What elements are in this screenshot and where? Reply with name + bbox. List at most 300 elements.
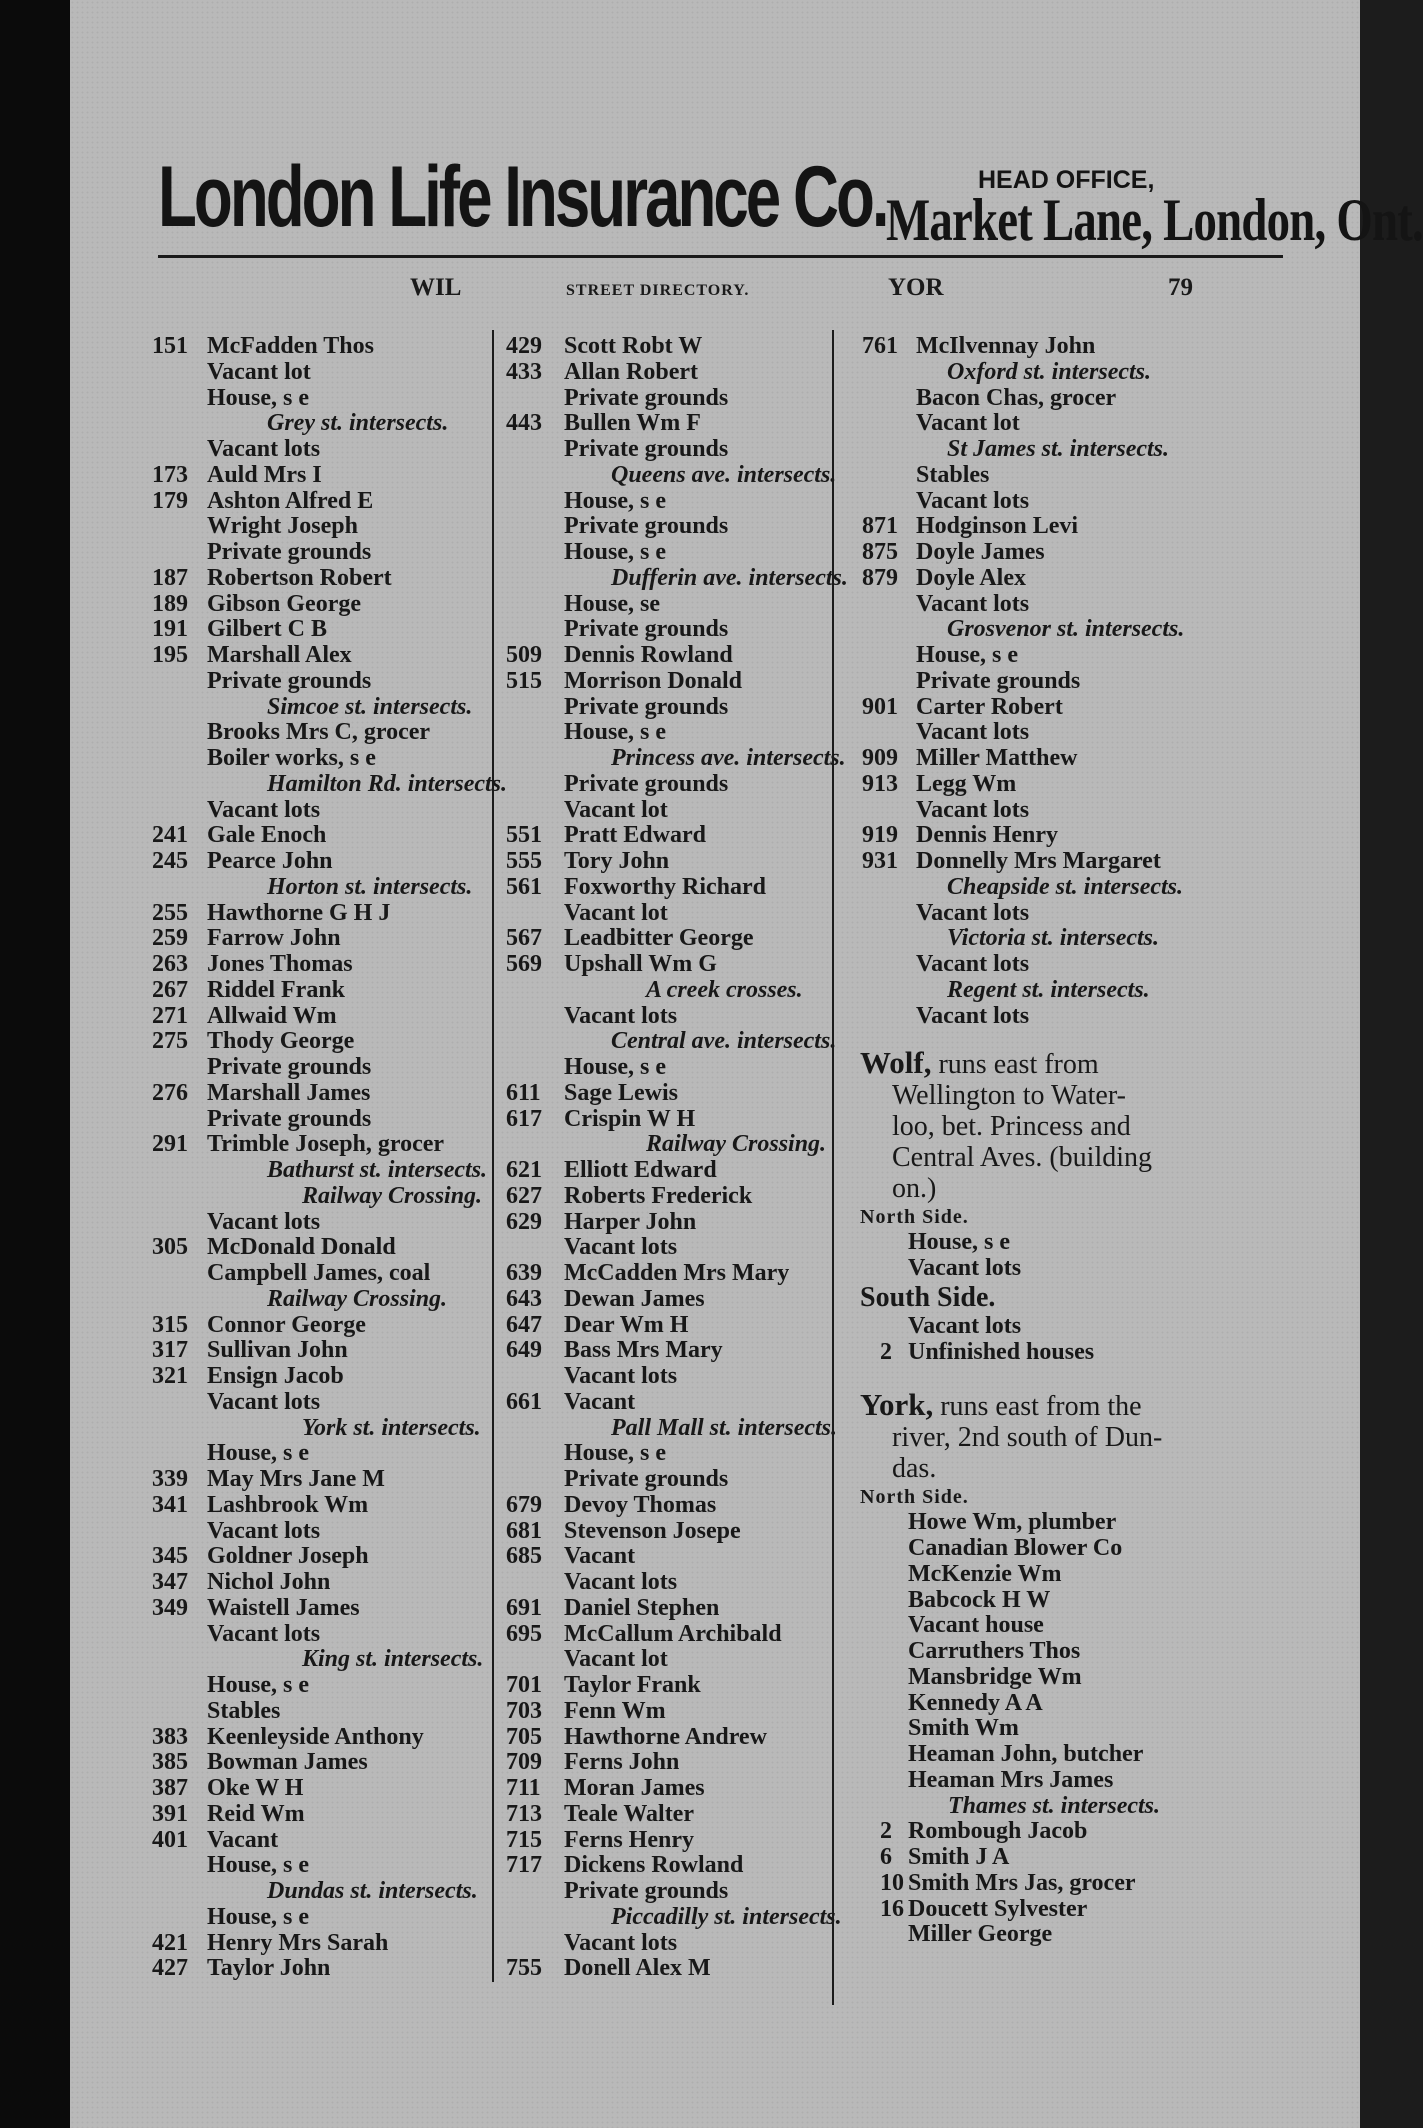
street-intersection-note bbox=[152, 1184, 492, 1210]
directory-entry bbox=[506, 875, 832, 901]
intersection-text: Cheapside st. intersects. bbox=[947, 873, 1184, 900]
directory-entry bbox=[506, 772, 832, 798]
street-intersection-note bbox=[506, 1028, 837, 1055]
directory-entry bbox=[862, 823, 1282, 849]
directory-entry bbox=[862, 386, 1282, 412]
house-number: 913 bbox=[862, 770, 898, 797]
occupant-name: Private grounds bbox=[564, 1466, 729, 1492]
street-intersection-note bbox=[862, 875, 1282, 901]
occupant-name: Vacant lots bbox=[908, 1255, 1022, 1281]
occupant-name: Private grounds bbox=[564, 693, 729, 720]
intersection-text: A creek crosses. bbox=[646, 976, 803, 1003]
occupant-name: Vacant lot bbox=[564, 899, 668, 926]
occupant-name: Vacant lots bbox=[207, 1517, 321, 1544]
occupant-name: Boiler works, s e bbox=[207, 745, 376, 771]
occupant-name: Marshall Alex bbox=[207, 642, 352, 668]
directory-entry bbox=[152, 1905, 492, 1931]
occupant-name: Pearce John bbox=[207, 848, 333, 874]
occupant-name: Bass Mrs Mary bbox=[564, 1337, 723, 1364]
occupant-name: Teale Walter bbox=[564, 1800, 694, 1827]
directory-entry bbox=[860, 1588, 1282, 1614]
occupant-name: Devoy Thomas bbox=[564, 1491, 717, 1518]
occupant-name: Smith J A bbox=[908, 1844, 1010, 1870]
directory-entry bbox=[862, 1004, 1282, 1030]
occupant-name: Ferns John bbox=[564, 1749, 680, 1776]
occupant-name: Smith Wm bbox=[908, 1715, 1019, 1742]
occupant-name: Nichol John bbox=[207, 1569, 331, 1595]
house-number: 717 bbox=[506, 1852, 542, 1879]
occupant-name: Dennis Henry bbox=[916, 822, 1059, 849]
street-intersection-note bbox=[152, 695, 492, 721]
directory-entry bbox=[506, 1647, 832, 1673]
house-number: 703 bbox=[506, 1697, 542, 1724]
directory-entry bbox=[152, 1364, 492, 1390]
directory-entry bbox=[152, 1750, 492, 1776]
intersection-text: Bathurst st. intersects. bbox=[267, 1157, 488, 1183]
directory-entry bbox=[506, 952, 832, 978]
directory-entry bbox=[862, 514, 1282, 540]
occupant-name: Legg Wm bbox=[916, 770, 1017, 797]
occupant-name: Unfinished houses bbox=[908, 1338, 1095, 1365]
directory-entry bbox=[506, 1776, 832, 1802]
street-description-text: runs east from bbox=[938, 1049, 1099, 1081]
directory-entry bbox=[152, 1622, 492, 1648]
occupant-name: Allan Robert bbox=[564, 358, 698, 385]
directory-entry bbox=[152, 1313, 492, 1339]
directory-entry bbox=[152, 952, 492, 978]
directory-entry bbox=[506, 1390, 832, 1416]
house-number: 387 bbox=[152, 1775, 188, 1801]
directory-entry bbox=[862, 489, 1282, 515]
directory-entry bbox=[152, 1519, 492, 1545]
occupant-name: Morrison Donald bbox=[564, 667, 743, 694]
occupant-name: Thody George bbox=[207, 1028, 355, 1055]
intersection-text: Horton st. intersects. bbox=[267, 873, 473, 900]
directory-entry bbox=[152, 566, 492, 592]
occupant-name: Donell Alex M bbox=[564, 1955, 711, 1982]
occupant-name: Private grounds bbox=[564, 513, 729, 540]
occupant-name: House, s e bbox=[564, 1440, 666, 1467]
house-number: 679 bbox=[506, 1491, 542, 1518]
occupant-name: Vacant lot bbox=[564, 1646, 668, 1673]
house-number: 685 bbox=[506, 1543, 542, 1570]
house-number: 179 bbox=[152, 487, 188, 514]
directory-entry bbox=[860, 1742, 1282, 1768]
house-number: 195 bbox=[152, 642, 188, 668]
directory-entry bbox=[860, 1562, 1282, 1588]
house-number: 317 bbox=[152, 1337, 188, 1364]
directory-entry bbox=[506, 1287, 832, 1313]
directory-entry bbox=[862, 798, 1282, 824]
occupant-name: Carter Robert bbox=[916, 693, 1063, 720]
street-description-line: on.) bbox=[892, 1173, 937, 1205]
occupant-name: Jones Thomas bbox=[207, 951, 353, 977]
directory-entry bbox=[506, 1313, 832, 1339]
occupant-name: Bullen Wm F bbox=[564, 410, 701, 437]
directory-entry bbox=[506, 1338, 832, 1364]
directory-entry bbox=[152, 386, 492, 412]
directory-entry bbox=[152, 1210, 492, 1236]
house-number: 241 bbox=[152, 822, 188, 849]
house-number: 755 bbox=[506, 1955, 542, 1982]
occupant-name: Dennis Rowland bbox=[564, 642, 733, 668]
occupant-name: Vacant lots bbox=[916, 951, 1030, 977]
occupant-name: Taylor Frank bbox=[564, 1672, 701, 1698]
house-number: 255 bbox=[152, 899, 188, 926]
directory-entry bbox=[152, 643, 492, 669]
street-intersection-note bbox=[506, 1903, 842, 1931]
directory-entry bbox=[860, 1639, 1282, 1665]
directory-entry bbox=[506, 643, 832, 669]
directory-entry bbox=[152, 540, 492, 566]
street-description-line bbox=[860, 1389, 1282, 1422]
occupant-name: Campbell James, coal bbox=[207, 1260, 431, 1286]
directory-entry bbox=[506, 592, 832, 618]
house-number: 259 bbox=[152, 925, 188, 952]
directory-entry bbox=[152, 1004, 492, 1030]
column-3 bbox=[862, 334, 1282, 1948]
occupant-name: Brooks Mrs C, grocer bbox=[207, 719, 431, 746]
occupant-name: Hodginson Levi bbox=[916, 513, 1079, 540]
occupant-name: Vacant lots bbox=[908, 1312, 1022, 1339]
directory-entry bbox=[152, 360, 492, 386]
house-number: 567 bbox=[506, 925, 542, 952]
occupant-name: Keenleyside Anthony bbox=[207, 1723, 424, 1750]
street-intersection-note bbox=[152, 411, 492, 437]
house-number: 383 bbox=[152, 1723, 188, 1750]
occupant-name: Vacant lots bbox=[916, 487, 1030, 514]
occupant-name: Ferns Henry bbox=[564, 1826, 694, 1853]
street-intersection-note bbox=[506, 1414, 838, 1442]
directory-entry bbox=[860, 1819, 1282, 1845]
occupant-name: Stevenson Josepe bbox=[564, 1517, 741, 1544]
directory-entry bbox=[152, 1261, 492, 1287]
street-intersection-note bbox=[152, 770, 508, 798]
directory-entry bbox=[152, 1956, 492, 1982]
house-number: 715 bbox=[506, 1826, 542, 1853]
street-intersection-note bbox=[152, 1416, 492, 1442]
occupant-name: House, s e bbox=[564, 719, 666, 746]
street-description-line: river, 2nd south of Dun- bbox=[892, 1422, 1163, 1454]
house-number: 349 bbox=[152, 1594, 188, 1621]
occupant-name: Upshall Wm G bbox=[564, 951, 717, 977]
directory-entry bbox=[860, 1691, 1282, 1717]
intersection-text: Dundas st. intersects. bbox=[267, 1878, 478, 1904]
occupant-name: Vacant lots bbox=[564, 1929, 678, 1956]
book-spine-shadow bbox=[0, 0, 70, 2128]
directory-entry bbox=[862, 463, 1282, 489]
house-number: 173 bbox=[152, 461, 188, 488]
directory-entry bbox=[862, 669, 1282, 695]
directory-entry bbox=[152, 1544, 492, 1570]
house-number: 443 bbox=[506, 410, 542, 437]
directory-entry bbox=[152, 1828, 492, 1854]
occupant-name: House, s e bbox=[207, 1852, 309, 1879]
occupant-name: Vacant bbox=[564, 1388, 636, 1415]
occupant-name: Gibson George bbox=[207, 590, 361, 617]
directory-entry bbox=[152, 746, 492, 772]
occupant-name: Elliott Edward bbox=[564, 1157, 717, 1183]
occupant-name: Scott Robt W bbox=[564, 333, 703, 359]
house-number: 10 bbox=[880, 1869, 904, 1896]
occupant-name: Howe Wm, plumber bbox=[908, 1509, 1117, 1536]
directory-entry bbox=[506, 1364, 832, 1390]
occupant-name: Private grounds bbox=[564, 436, 729, 462]
directory-entry bbox=[506, 489, 832, 515]
occupant-name: Goldner Joseph bbox=[207, 1543, 369, 1570]
directory-entry bbox=[506, 386, 832, 412]
house-number: 187 bbox=[152, 564, 188, 591]
occupant-name: Vacant lot bbox=[207, 358, 311, 385]
directory-entry bbox=[152, 1725, 492, 1751]
directory-entry bbox=[152, 1390, 492, 1416]
occupant-name: Harper John bbox=[564, 1208, 697, 1235]
directory-entry bbox=[506, 1004, 832, 1030]
occupant-name: Hawthorne Andrew bbox=[564, 1723, 767, 1750]
street-intersection-note bbox=[152, 1647, 492, 1673]
occupant-name: Marshall James bbox=[207, 1079, 371, 1106]
directory-entry bbox=[506, 411, 832, 437]
directory-entry bbox=[152, 1029, 492, 1055]
house-number: 276 bbox=[152, 1079, 188, 1106]
occupant-name: McCadden Mrs Mary bbox=[564, 1260, 790, 1286]
occupant-name: Heaman Mrs James bbox=[908, 1766, 1114, 1793]
house-number: 421 bbox=[152, 1929, 188, 1956]
directory-entry bbox=[152, 1931, 492, 1957]
directory-entry bbox=[152, 1673, 492, 1699]
house-number: 713 bbox=[506, 1800, 542, 1827]
house-number: 901 bbox=[862, 693, 898, 720]
intersection-text: Oxford st. intersects. bbox=[947, 358, 1151, 385]
directory-entry bbox=[152, 849, 492, 875]
street-intersection-note bbox=[152, 1287, 492, 1313]
directory-entry bbox=[152, 1235, 492, 1261]
street-description-line: das. bbox=[892, 1453, 937, 1485]
occupant-name: Vacant bbox=[207, 1826, 279, 1853]
directory-entry bbox=[152, 1132, 492, 1158]
occupant-name: House, s e bbox=[908, 1229, 1010, 1256]
street-intersection-note bbox=[862, 926, 1282, 952]
house-number: 191 bbox=[152, 616, 188, 643]
occupant-name: McFadden Thos bbox=[207, 333, 374, 359]
directory-entry bbox=[152, 720, 492, 746]
street-intersection-note bbox=[152, 875, 492, 901]
house-number: 429 bbox=[506, 333, 542, 359]
house-number: 617 bbox=[506, 1105, 542, 1132]
house-number: 639 bbox=[506, 1260, 542, 1286]
directory-entry bbox=[506, 1519, 832, 1545]
directory-entry bbox=[506, 1055, 832, 1081]
directory-entry bbox=[860, 1510, 1282, 1536]
house-number: 151 bbox=[152, 333, 188, 359]
intersection-text: Piccadilly st. intersects. bbox=[611, 1903, 842, 1930]
street-intersection-note bbox=[506, 564, 848, 592]
occupant-name: Vacant bbox=[564, 1543, 636, 1570]
directory-entry bbox=[860, 1871, 1282, 1897]
directory-entry bbox=[862, 334, 1282, 360]
directory-entry bbox=[506, 695, 832, 721]
house-number: 931 bbox=[862, 848, 898, 874]
house-number: 691 bbox=[506, 1594, 542, 1621]
running-head-right: YOR bbox=[888, 274, 944, 301]
street-name: York, bbox=[860, 1387, 934, 1423]
directory-entry bbox=[506, 669, 832, 695]
directory-entry bbox=[506, 1544, 832, 1570]
occupant-name: Bacon Chas, grocer bbox=[916, 384, 1117, 411]
directory-entry bbox=[506, 1184, 832, 1210]
directory-entry bbox=[506, 1596, 832, 1622]
running-head-center: STREET DIRECTORY. bbox=[566, 282, 750, 299]
wolf-street-section bbox=[860, 1047, 1282, 1365]
house-number: 649 bbox=[506, 1337, 542, 1364]
house-number: 2 bbox=[880, 1338, 892, 1365]
occupant-name: Rombough Jacob bbox=[908, 1818, 1088, 1845]
house-number: 401 bbox=[152, 1826, 188, 1853]
directory-entry bbox=[506, 360, 832, 386]
intersection-text: Grey st. intersects. bbox=[267, 410, 449, 437]
directory-entry bbox=[506, 1441, 832, 1467]
occupant-name: Vacant lots bbox=[564, 1002, 678, 1029]
directory-entry bbox=[860, 1768, 1282, 1794]
intersection-text: York st. intersects. bbox=[302, 1414, 481, 1441]
directory-entry bbox=[862, 720, 1282, 746]
intersection-text: Central ave. intersects. bbox=[611, 1028, 837, 1055]
directory-entry bbox=[862, 952, 1282, 978]
house-number: 321 bbox=[152, 1363, 188, 1389]
directory-entry bbox=[860, 1897, 1282, 1923]
occupant-name: Bowman James bbox=[207, 1749, 368, 1776]
house-number: 871 bbox=[862, 513, 898, 540]
house-number: 515 bbox=[506, 667, 542, 694]
directory-entry bbox=[506, 1879, 832, 1905]
house-number: 271 bbox=[152, 1002, 188, 1029]
occupant-name: Vacant lots bbox=[916, 796, 1030, 823]
occupant-name: Lashbrook Wm bbox=[207, 1491, 369, 1518]
occupant-name: Vacant lot bbox=[564, 796, 668, 823]
occupant-name: Doucett Sylvester bbox=[908, 1895, 1088, 1922]
street-intersection-note bbox=[862, 437, 1282, 463]
directory-entry bbox=[506, 437, 832, 463]
street-intersection-note bbox=[862, 617, 1282, 643]
directory-entry bbox=[506, 1802, 832, 1828]
intersection-text: Simcoe st. intersects. bbox=[267, 693, 473, 720]
occupant-name: Tory John bbox=[564, 848, 670, 874]
occupant-name: Kennedy A A bbox=[908, 1689, 1043, 1716]
house-number: 695 bbox=[506, 1620, 542, 1647]
street-intersection-note bbox=[862, 978, 1282, 1004]
directory-entry bbox=[152, 1853, 492, 1879]
house-number: 16 bbox=[880, 1895, 904, 1922]
directory-entry bbox=[152, 798, 492, 824]
house-number: 263 bbox=[152, 951, 188, 977]
house-number: 621 bbox=[506, 1157, 542, 1183]
street-description-line bbox=[860, 1047, 1282, 1080]
running-head-left: WIL bbox=[410, 274, 462, 301]
street-description-line: Central Aves. (building bbox=[892, 1142, 1152, 1174]
house-number: 341 bbox=[152, 1491, 188, 1518]
occupant-name: Vacant lots bbox=[207, 1208, 321, 1235]
occupant-name: Private grounds bbox=[564, 384, 729, 411]
directory-entry bbox=[152, 1467, 492, 1493]
occupant-name: Stables bbox=[207, 1697, 281, 1724]
directory-entry bbox=[152, 1699, 492, 1725]
directory-entry bbox=[862, 592, 1282, 618]
occupant-name: Private grounds bbox=[207, 1054, 372, 1080]
occupant-name: Sullivan John bbox=[207, 1337, 348, 1364]
ad-company-name: London Life Insurance Co. bbox=[158, 149, 887, 245]
directory-entry bbox=[506, 798, 832, 824]
house-number: 347 bbox=[152, 1569, 188, 1595]
directory-entry bbox=[860, 1665, 1282, 1691]
occupant-name: Stables bbox=[916, 461, 990, 488]
occupant-name: Gale Enoch bbox=[207, 822, 327, 849]
house-number: 427 bbox=[152, 1955, 188, 1982]
directory-entry bbox=[152, 1493, 492, 1519]
directory-entry bbox=[506, 1570, 832, 1596]
directory-entry bbox=[152, 1441, 492, 1467]
advertisement-banner bbox=[158, 148, 1423, 253]
house-number: 2 bbox=[880, 1818, 892, 1845]
ad-head-office-label: HEAD OFFICE, bbox=[978, 166, 1155, 194]
house-number: 705 bbox=[506, 1723, 542, 1750]
directory-entry bbox=[152, 592, 492, 618]
house-number: 879 bbox=[862, 564, 898, 591]
house-number: 681 bbox=[506, 1517, 542, 1544]
house-number: 561 bbox=[506, 873, 542, 900]
occupant-name: Canadian Blower Co bbox=[908, 1535, 1123, 1561]
occupant-name: House, s e bbox=[916, 642, 1018, 668]
directory-entry bbox=[152, 334, 492, 360]
house-number: 875 bbox=[862, 539, 898, 565]
occupant-name: Vacant lots bbox=[564, 1363, 678, 1389]
house-number: 555 bbox=[506, 848, 542, 874]
house-number: 509 bbox=[506, 642, 542, 668]
street-description-line: loo, bet. Princess and bbox=[892, 1111, 1131, 1143]
occupant-name: Vacant lots bbox=[916, 719, 1030, 746]
occupant-name: House, s e bbox=[207, 1903, 309, 1930]
intersection-text: Railway Crossing. bbox=[267, 1285, 448, 1312]
house-number: 701 bbox=[506, 1672, 542, 1698]
house-number: 315 bbox=[152, 1311, 188, 1338]
occupant-name: Gilbert C B bbox=[207, 616, 327, 643]
house-number: 345 bbox=[152, 1543, 188, 1570]
intersection-text: Railway Crossing. bbox=[646, 1131, 827, 1158]
occupant-name: House, s e bbox=[207, 1440, 309, 1467]
directory-entry bbox=[506, 1699, 832, 1725]
occupant-name: Vacant lots bbox=[207, 1620, 321, 1647]
directory-entry bbox=[152, 1081, 492, 1107]
house-number: 761 bbox=[862, 333, 898, 359]
intersection-text: Princess ave. intersects. bbox=[611, 745, 846, 771]
directory-entry bbox=[506, 1158, 832, 1184]
directory-entry bbox=[506, 901, 832, 927]
occupant-name: Donnelly Mrs Margaret bbox=[916, 848, 1161, 874]
header-rule bbox=[158, 255, 1283, 258]
occupant-name: Foxworthy Richard bbox=[564, 873, 766, 900]
occupant-name: Vacant house bbox=[908, 1612, 1044, 1639]
occupant-name: Pratt Edward bbox=[564, 822, 706, 849]
directory-entry bbox=[506, 1828, 832, 1854]
occupant-name: House, s e bbox=[564, 1054, 666, 1080]
occupant-name: Connor George bbox=[207, 1311, 366, 1338]
occupant-name: Wright Joseph bbox=[207, 513, 358, 540]
occupant-name: McCallum Archibald bbox=[564, 1620, 782, 1647]
directory-entry bbox=[506, 823, 832, 849]
occupant-name: Oke W H bbox=[207, 1775, 304, 1801]
directory-entry bbox=[862, 901, 1282, 927]
occupant-name: Babcock H W bbox=[908, 1586, 1051, 1613]
directory-entry bbox=[152, 1596, 492, 1622]
